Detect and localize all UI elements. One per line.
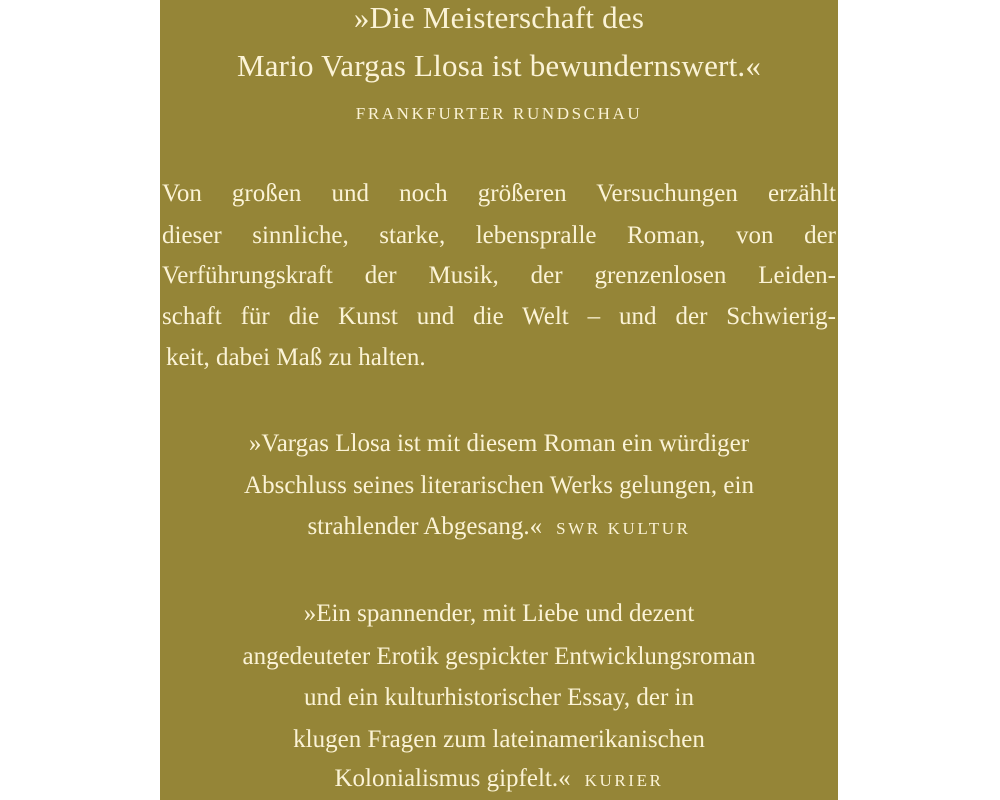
- swr-quote-line: strahlender Abgesang.«: [307, 513, 543, 540]
- kurier-quote-line: klugen Fragen zum lateinamerikanischen: [293, 726, 705, 753]
- description-line: Verführungskraft der Musik, der grenzenlosen Leiden-: [162, 262, 836, 289]
- kurier-quote-line: Kolonialismus gipfelt.«: [334, 765, 571, 792]
- kurier-quote-source: KURIER: [584, 771, 664, 790]
- kurier-quote-line: angedeuteter Erotik gespickter Entwicklungsroman: [242, 643, 756, 670]
- description-line: keit, dabei Maß zu halten.: [166, 344, 426, 371]
- description-line: dieser sinnliche, starke, lebenspralle Roman, von der: [162, 222, 836, 249]
- swr-quote-source: SWR KULTUR: [556, 519, 691, 538]
- header-quote-line-1: »Die Meisterschaft des: [353, 0, 645, 35]
- header-quote-line-2: Mario Vargas Llosa ist bewundernswert.«: [236, 48, 762, 83]
- description-line: schaft für die Kunst und die Welt – und der Schwierig-: [162, 303, 836, 330]
- header-quote-source: FRANKFURTER RUNDSCHAU: [355, 104, 643, 123]
- kurier-quote-last-line: [160, 765, 838, 793]
- kurier-quote-line: und ein kulturhistorischer Essay, der in: [304, 684, 694, 711]
- swr-quote-line: Abschluss seines literarischen Werks gelungen, ein: [244, 472, 754, 499]
- book-back-cover: [160, 0, 838, 800]
- kurier-quote-line: »Ein spannender, mit Liebe und dezent: [303, 600, 695, 627]
- description-line: Von großen und noch größeren Versuchungen erzählt: [162, 180, 836, 207]
- swr-quote-last-line: [160, 513, 838, 541]
- swr-quote-line: »Vargas Llosa ist mit diesem Roman ein würdiger: [248, 430, 750, 457]
